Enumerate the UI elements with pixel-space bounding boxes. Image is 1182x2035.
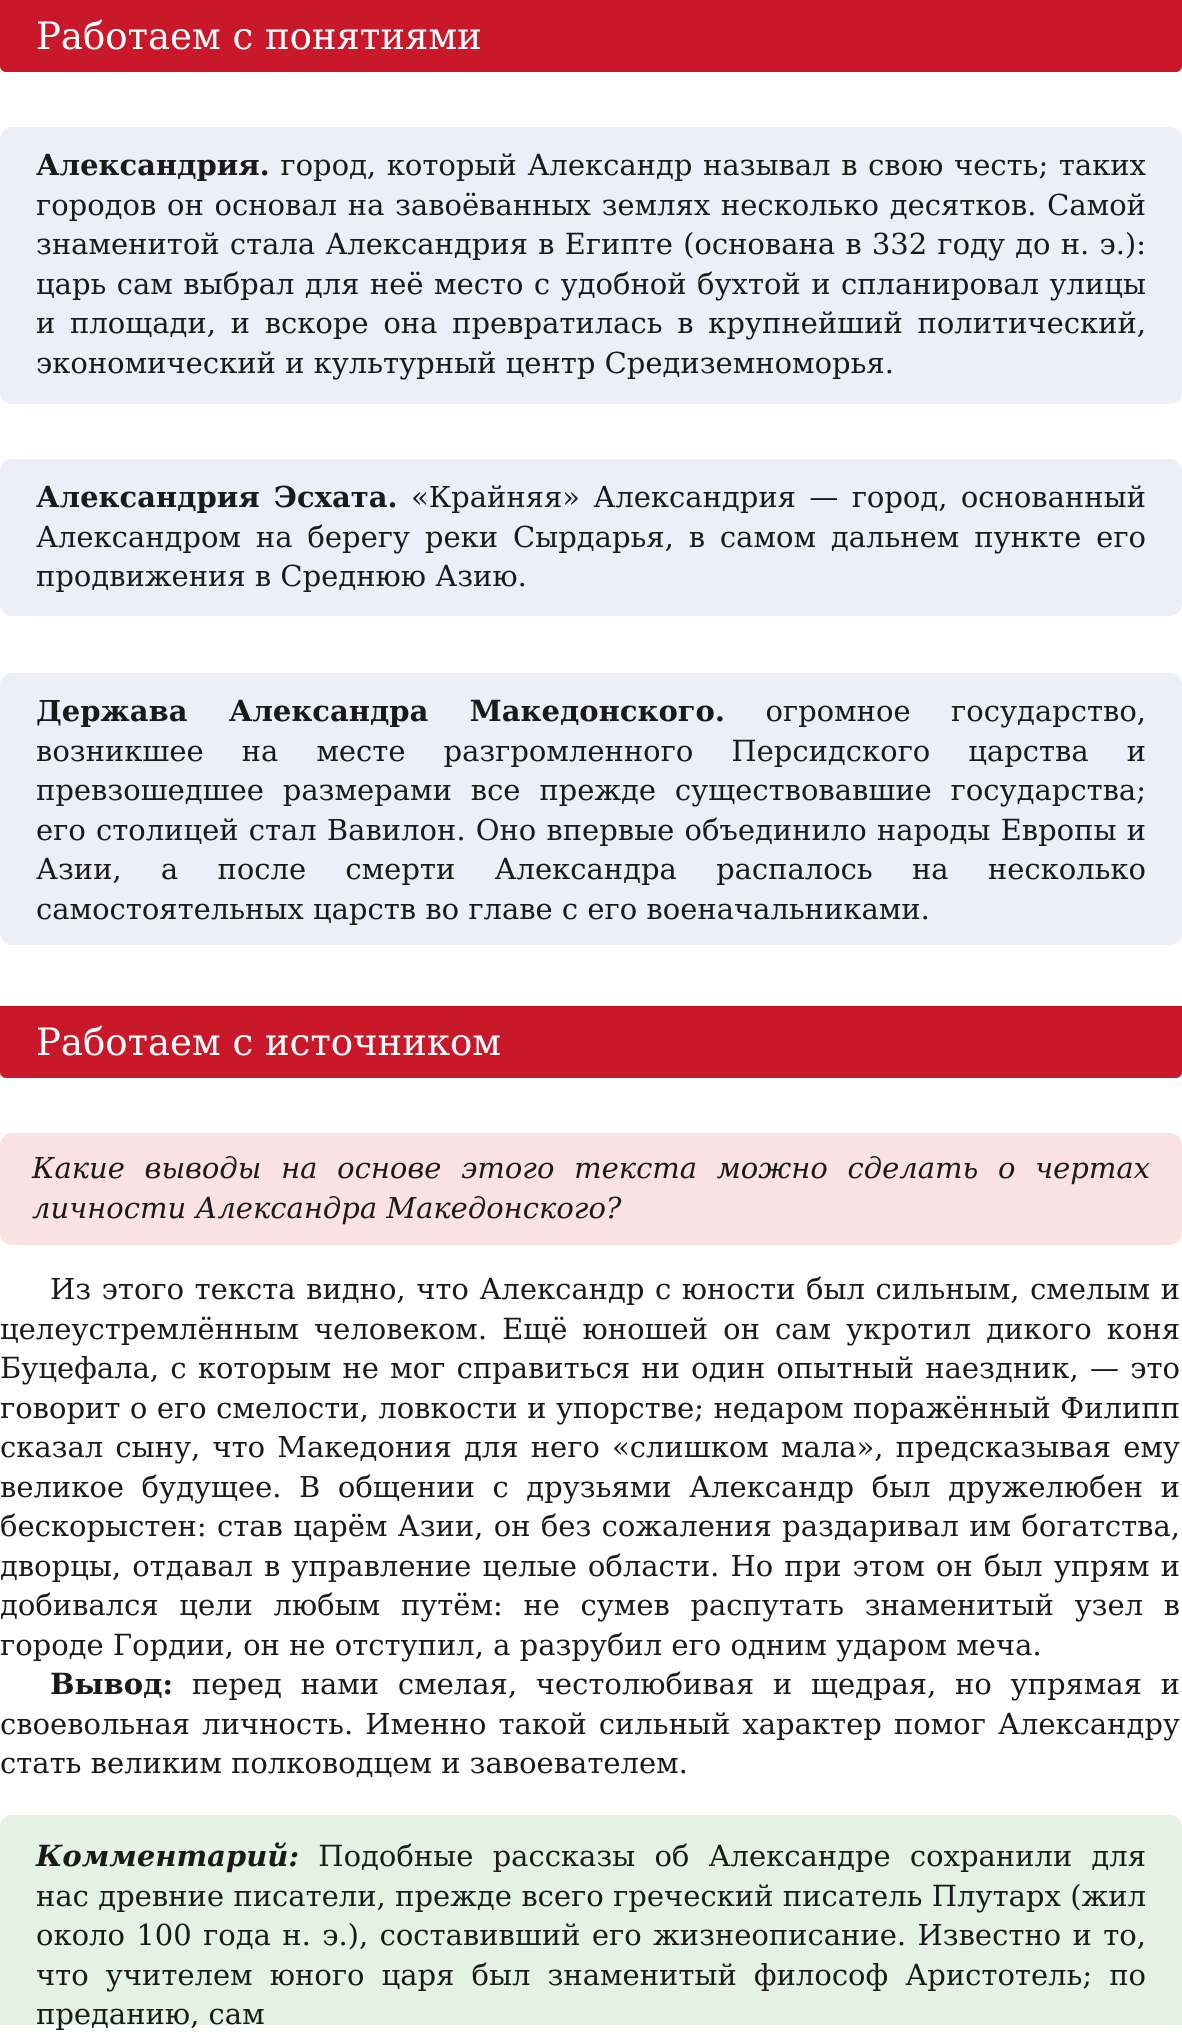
term-text: огромное государство, возникшее на месте разгромленного Персидского царства и превзошедшее размерами все прежде существовавшие государства; его столицей стал Вавилон. Оно впервые объединило народы Европы и Азии, а после смерти Александра распалось на несколько самостоятельных царств во главе с его военачальниками.	[36, 694, 1147, 926]
comment-label: Комментарий:	[36, 1839, 300, 1873]
comment-paragraph	[36, 1837, 1146, 2035]
term-definition	[36, 692, 1146, 929]
term-card-alexandria-eschate	[0, 459, 1182, 616]
term-title: Александрия Эсхата.	[36, 480, 398, 514]
answer-text: Из этого текста видно, что Александр с юности был сильным, смелым и целеустремлённым человеком. Ещё юношей он сам укротил дикого коня Буцефала, с которым не мог справиться ни один опытный наездник, — это говорит о его смелости, ловкости и упорстве; недаром поражённый Филипп сказал сыну, что Македония для него «слишком мала», предсказывая ему великое будущее. В общении с друзьями Александр был дружелюбен и бескорыстен: став царём Азии, он без сожаления раздаривал им богатства, дворцы, отдавал в управление целые области. Но при этом он был упрям и добивался цели любым путём: не сумев распутать знаменитый узел в городе Гордии, он не отступил, а разрубил его одним ударом меча.	[0, 1272, 1180, 1662]
question-text: Какие выводы на основе этого текста можно сделать о чертах личности Александра Македонского?	[32, 1151, 1150, 1225]
section-header-source	[0, 1006, 1182, 1078]
term-text: город, который Александр называл в свою честь; таких городов он основал на завоёванных землях несколько десятков. Самой знаменитой стала Александрия в Египте (основана в 332 году до н. э.): царь сам выбрал для неё место с удобной бухтой и спланировал улицы и площади, и вскоре она превратилась в крупнейший политический, экономический и культурный центр Средиземноморья.	[36, 148, 1146, 380]
comment-text: Подобные рассказы об Александре сохранили для нас древние писатели, прежде всего греческий писатель Плутарх (жил около 100 года н. э.), составивший его жизнеописание. Известно и то, что учителем юного царя был знаменитый философ Аристотель; по преданию, сам	[36, 1839, 1146, 2031]
term-definition	[36, 478, 1146, 597]
conclusion-text: перед нами смелая, честолюбивая и щедрая, но упрямая и своевольная личность. Именно такой сильный характер помог Александру стать великим полководцем и завоевателем.	[0, 1667, 1180, 1780]
conclusion-label: Вывод:	[50, 1667, 174, 1701]
section-title-source: Работаем с источником	[36, 1020, 502, 1064]
comment-box	[0, 1815, 1182, 2031]
question-box	[0, 1133, 1182, 1245]
term-card-empire	[0, 673, 1182, 945]
section-header-concepts	[0, 0, 1182, 72]
term-title: Держава Александра Македонского.	[36, 694, 726, 728]
section-title-concepts: Работаем с понятиями	[36, 14, 482, 58]
answer-block	[0, 1270, 1182, 1784]
term-definition	[36, 146, 1146, 383]
conclusion-paragraph	[0, 1665, 1180, 1784]
term-text: «Крайняя» Александрия — город, основанный Александром на берегу реки Сырдарья, в самом дальнем пункте его продвижения в Среднюю Азию.	[36, 480, 1146, 593]
term-card-alexandria	[0, 127, 1182, 404]
term-title: Александрия.	[36, 148, 270, 182]
